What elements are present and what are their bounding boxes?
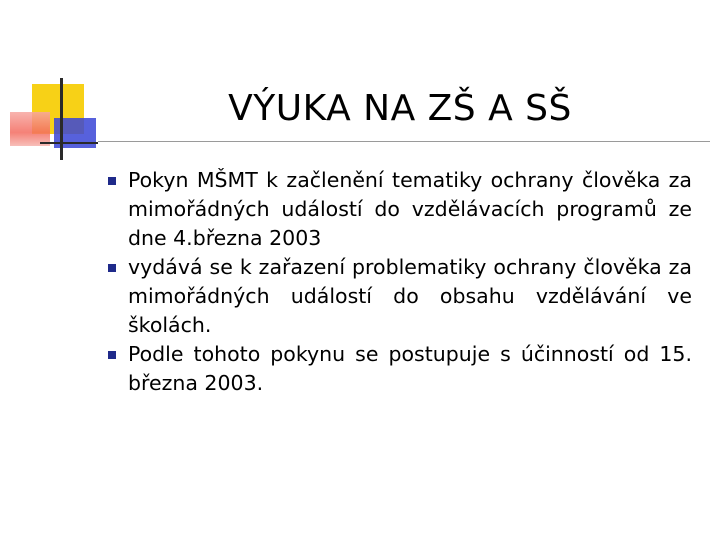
list-item [112, 340, 692, 398]
bullet-list [112, 166, 692, 398]
logo-horizontal-line [40, 142, 98, 144]
bullet-text: Pokyn MŠMT k začlenění tematiky ochrany člověka za mimořádných událostí do vzdělávacích programů ze dne 4.března 2003 [128, 168, 692, 250]
list-item [112, 253, 692, 340]
bullet-text: vydává se k zařazení problematiky ochrany člověka za mimořádných událostí do obsahu vzdělávání ve školách. [128, 255, 692, 337]
logo-vertical-line [60, 78, 63, 160]
bullet-text: Podle tohoto pokynu se postupuje s účinností od 15. března 2003. [128, 342, 692, 395]
square-bullet-icon [108, 264, 116, 272]
square-bullet-icon [108, 177, 116, 185]
square-bullet-icon [108, 351, 116, 359]
title-underline [98, 141, 710, 142]
slide-title: VÝUKA NA ZŠ A SŠ [228, 88, 572, 129]
logo-red-square [10, 112, 50, 146]
list-item [112, 166, 692, 253]
